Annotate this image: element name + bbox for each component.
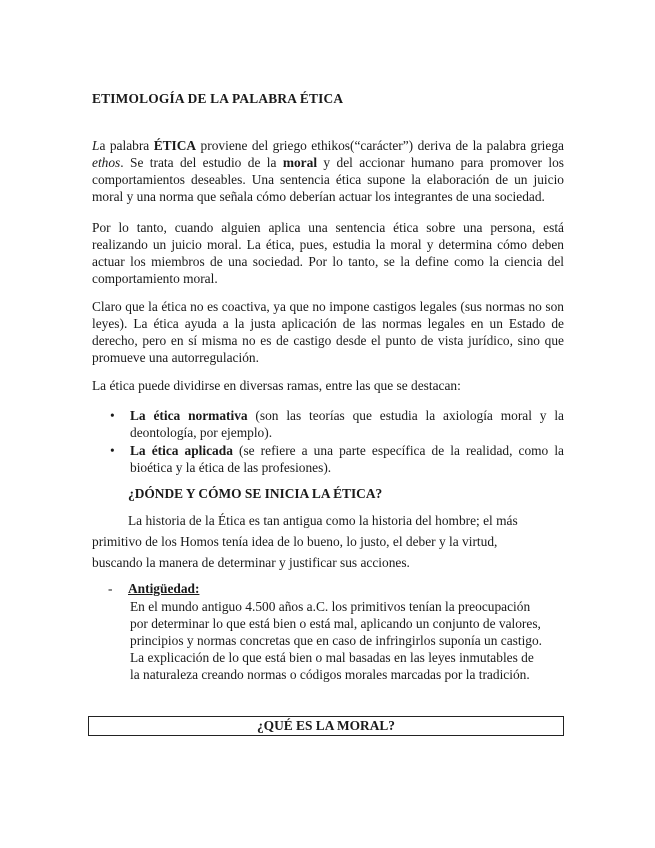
- bullet-icon: •: [110, 443, 115, 458]
- document-title: ETIMOLOGÍA DE LA PALABRA ÉTICA: [92, 91, 344, 106]
- paragraph-historia: [92, 510, 564, 573]
- list-item-term: La ética aplicada: [130, 443, 233, 458]
- boxed-heading-moral: ¿QUÉ ES LA MORAL?: [88, 716, 564, 736]
- text-run: . Se trata del estudio de la: [120, 155, 283, 170]
- paragraph-etymology: [92, 137, 564, 205]
- list-item: [92, 442, 564, 476]
- bullet-icon: •: [110, 408, 115, 423]
- list-item: [92, 407, 564, 441]
- italic-term-ethos: ethos: [92, 155, 121, 170]
- dash-marker: -: [108, 581, 113, 596]
- paragraph-antiguedad: [130, 598, 564, 683]
- text-line: La historia de la Ética es tan antigua como la historia del hombre; el más: [128, 513, 518, 528]
- text-line: principios y normas concretas que en caso de infringirlos suponía un castigo.: [130, 633, 543, 648]
- text-run: proviene del griego ethikos(“carácter”) deriva de la palabra griega: [196, 138, 564, 153]
- text-line: En el mundo antiguo 4.500 años a.C. los primitivos tenían la preocupación: [130, 599, 531, 614]
- paragraph-ramas-intro: La ética puede dividirse en diversas ramas, entre las que se destacan:: [92, 378, 461, 393]
- bold-term-moral: moral: [282, 155, 318, 170]
- paragraph-juicio-moral: Por lo tanto, cuando alguien aplica una sentencia ética sobre una persona, está realizando un juicio moral. La ética, pues, estudia la moral y determina cómo deben actuar los miembros de una sociedad. Por lo tanto, se la define como la ciencia del comportamiento moral.: [92, 220, 564, 286]
- text-line: la naturaleza creando normas o códigos morales marcadas por la tradición.: [130, 667, 530, 682]
- list-item-term: La ética normativa: [130, 408, 248, 423]
- drop-letter: L: [92, 138, 100, 153]
- text-line: buscando la manera de determinar y justificar sus acciones.: [92, 555, 410, 570]
- text-run: y del accionar humano para promover los comportamientos deseables. Una sentencia ética supone la elaboración de un juicio moral y una norma que señala cómo deberían actuar los integrantes de una sociedad.: [92, 155, 564, 204]
- text-line: por determinar lo que está bien o está mal, aplicando un conjunto de valores,: [130, 616, 541, 631]
- section-heading-inicio: ¿DÓNDE Y CÓMO SE INICIA LA ÉTICA?: [128, 486, 383, 501]
- text-line: primitivo de los Homos tenía idea de lo bueno, lo justo, el deber y la virtud,: [92, 534, 498, 549]
- paragraph-coactiva: Claro que la ética no es coactiva, ya que no impone castigos legales (sus normas no son leyes). La ética ayuda a la justa aplicación de las normas legales en un Estado de derecho, pero en sí misma no es de castigo desde el punto de vista jurídico, sino que promueve una autorregulación.: [92, 299, 564, 365]
- antiguedad-label: Antigüedad:: [128, 581, 200, 596]
- antiguedad-heading: [108, 581, 199, 597]
- text-line: La explicación de lo que está bien o mal basadas en las leyes inmutables de: [130, 650, 534, 665]
- bold-term-etica: ÉTICA: [153, 138, 197, 153]
- list-item-text: (son las teorías que estudia la axiología moral y la deontología, por ejemplo).: [130, 408, 564, 440]
- list-item-text: (se refiere a una parte específica de la realidad, como la bioética y la ética de las profesiones).: [130, 443, 564, 475]
- branches-list: [92, 407, 564, 477]
- text-run: a palabra: [99, 138, 154, 153]
